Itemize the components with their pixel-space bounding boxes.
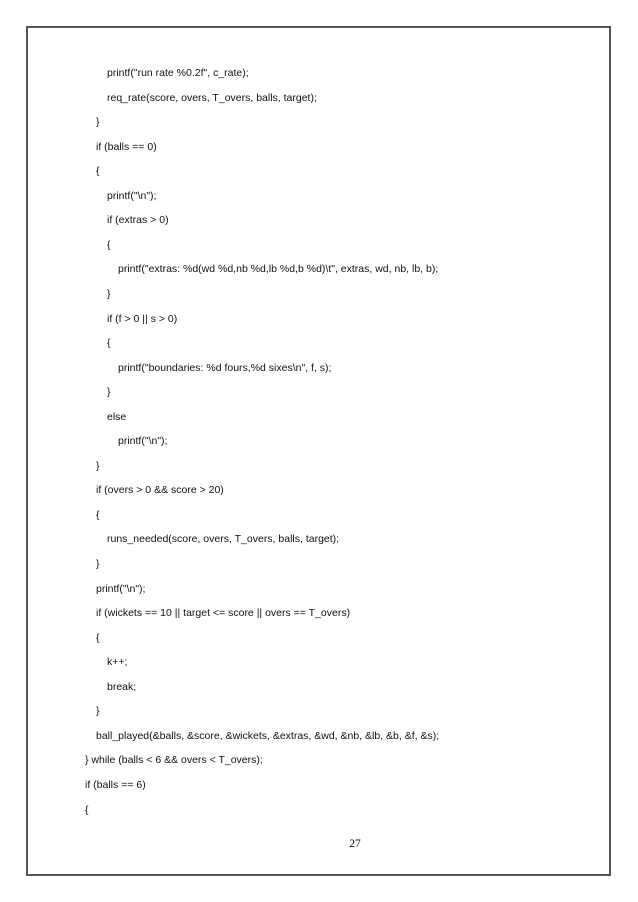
code-line: printf("extras: %d(wd %d,nb %d,lb %d,b %d)\t", extras, wd, nb, lb, b); [118, 263, 439, 276]
code-line: else [107, 410, 127, 423]
page-number: 27 [349, 838, 361, 850]
code-line: printf("\n"); [118, 435, 168, 448]
code-line: printf("run rate %0.2f", c_rate); [107, 67, 249, 79]
code-line: { [96, 508, 100, 521]
code-line: } [107, 386, 111, 399]
code-line: if (wickets == 10 || target <= score || overs == T_overs) [96, 607, 351, 620]
code-line: if (overs > 0 && score > 20) [96, 484, 224, 497]
code-line: if (f > 0 || s > 0) [107, 312, 178, 325]
code-line: { [85, 803, 89, 816]
code-line: { [96, 165, 100, 178]
code-line: if (balls == 0) [96, 140, 157, 153]
code-line: { [107, 337, 111, 350]
code-line: } [96, 459, 100, 472]
code-line: runs_needed(score, overs, T_overs, balls, target); [107, 533, 340, 546]
code-line: } [96, 705, 100, 718]
code-line: printf("boundaries: %d fours,%d sixes\n", f, s); [118, 361, 332, 374]
code-line: if (extras > 0) [107, 214, 169, 227]
code-line: req_rate(score, overs, T_overs, balls, target); [107, 91, 317, 104]
code-line: if (balls == 6) [85, 778, 146, 791]
code-line: } [96, 116, 100, 129]
code-line: break; [107, 680, 137, 693]
code-line: } [107, 287, 111, 300]
code-line: ball_played(&balls, &score, &wickets, &extras, &wd, &nb, &lb, &b, &f, &s); [96, 729, 440, 742]
code-line: } [96, 558, 100, 570]
code-line: printf("\n"); [96, 582, 146, 595]
code-line: { [96, 631, 100, 644]
code-line: k++; [107, 656, 128, 669]
code-line: } while (balls < 6 && overs < T_overs); [85, 754, 263, 767]
code-line: printf("\n"); [107, 189, 157, 202]
code-line: { [107, 238, 111, 251]
